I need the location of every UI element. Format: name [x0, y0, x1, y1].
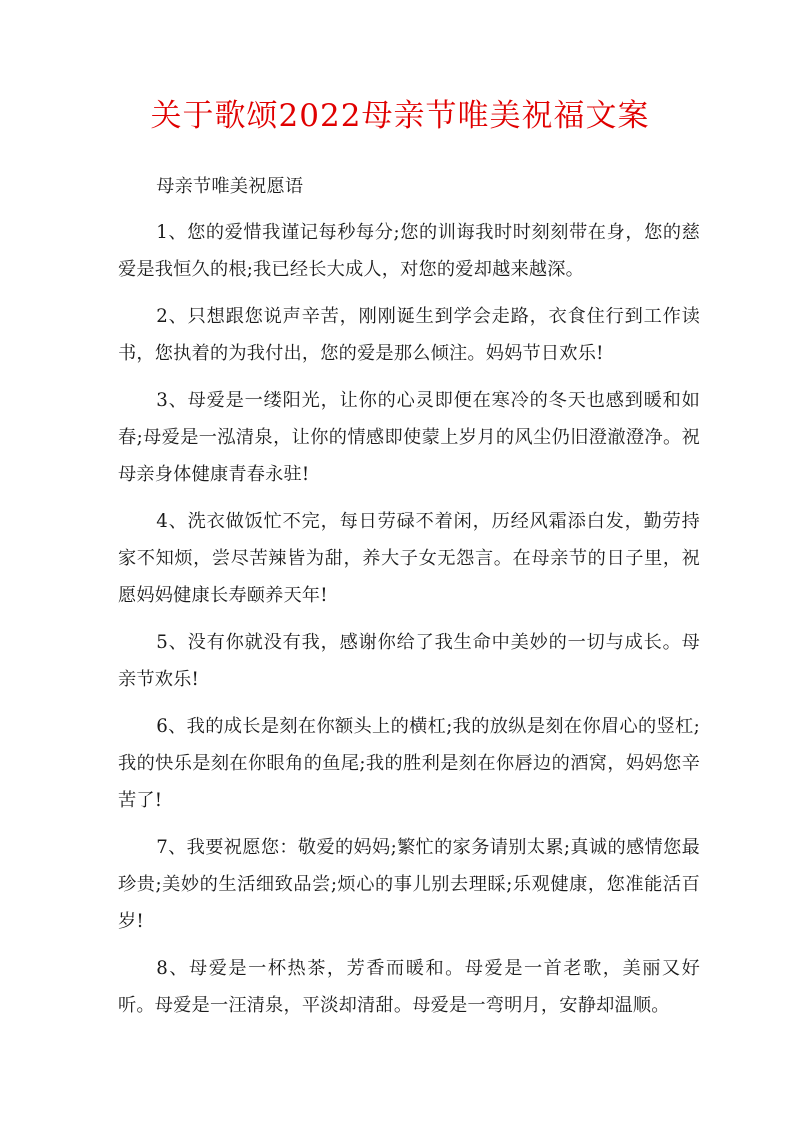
paragraph-3: 3、母爱是一缕阳光，让你的心灵即便在寒冷的冬天也感到暖和如春;母爱是一泓清泉，让你的情感即使蒙上岁月的风尘仍旧澄澈澄净。祝母亲身体健康青春永驻! — [118, 390, 700, 485]
paragraph-1: 1、您的爱惜我谨记每秒每分;您的训诲我时时刻刻带在身，您的慈爱是我恒久的根;我已经长大成人，对您的爱却越来越深。 — [118, 222, 700, 280]
section-heading: 母亲节唯美祝愿语 — [156, 176, 304, 197]
paragraph-6: 6、我的成长是刻在你额头上的横杠;我的放纵是刻在你眉心的竖杠;我的快乐是刻在你眼角的鱼尾;我的胜利是刻在你唇边的酒窝，妈妈您辛苦了! — [118, 716, 700, 811]
document-body — [118, 168, 700, 1034]
paragraph-4: 4、洗衣做饭忙不完，每日劳碌不着闲，历经风霜添白发，勤劳持家不知烦，尝尽苦辣皆为甜，养大子女无怨言。在母亲节的日子里，祝愿妈妈健康长寿颐养天年! — [118, 511, 700, 606]
paragraph-2: 2、只想跟您说声辛苦，刚刚诞生到学会走路，衣食住行到工作读书，您执着的为我付出，您的爱是那么倾注。妈妈节日欢乐! — [118, 306, 700, 364]
paragraph-8: 8、母爱是一杯热茶，芳香而暖和。母爱是一首老歌，美丽又好听。母爱是一汪清泉，平淡却清甜。母爱是一弯明月，安静却温顺。 — [118, 958, 700, 1016]
paragraph-7: 7、我要祝愿您：敬爱的妈妈;繁忙的家务请别太累;真诚的感情您最珍贵;美妙的生活细致品尝;烦心的事儿别去理睬;乐观健康，您准能活百岁! — [118, 837, 700, 932]
paragraph-5: 5、没有你就没有我，感谢你给了我生命中美妙的一切与成长。母亲节欢乐! — [118, 632, 700, 690]
document-title: 关于歌颂2022母亲节唯美祝福文案 — [150, 98, 650, 134]
